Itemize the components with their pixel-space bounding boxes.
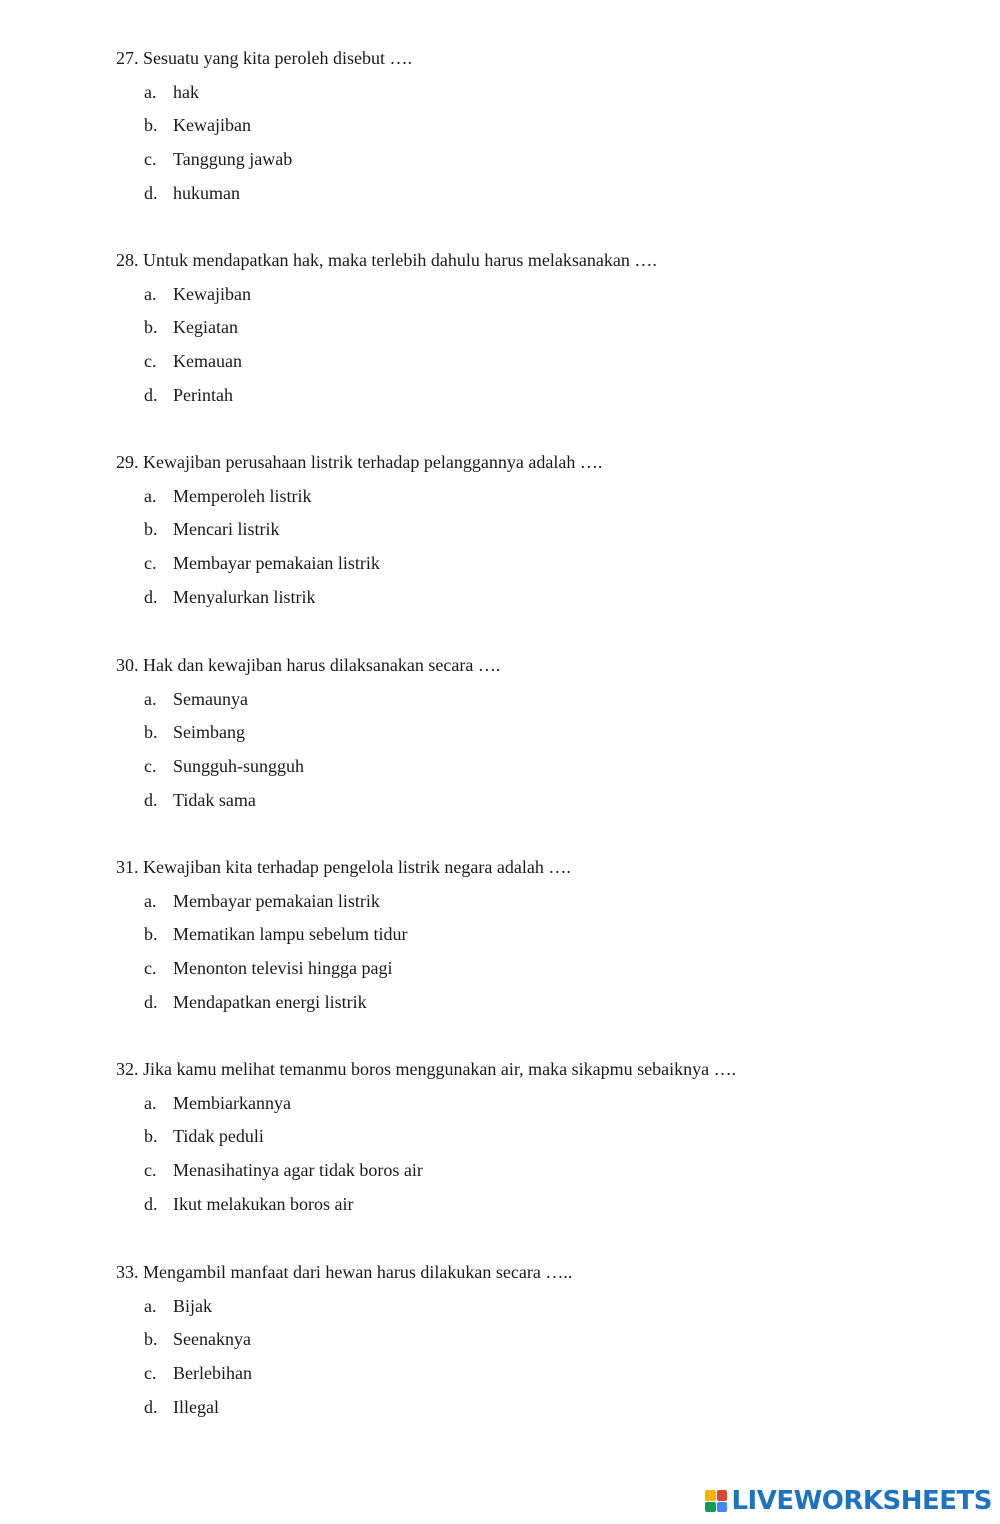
question-33 [116,1261,976,1418]
option-list [116,890,976,1013]
option-b[interactable] [116,1125,976,1147]
option-letter: d. [144,586,158,607]
option-a[interactable] [116,81,976,103]
option-text: Kegiatan [173,317,238,338]
option-letter: c. [144,149,157,170]
question-number: 33. [116,1262,139,1282]
question-prompt: Hak dan kewajiban harus dilaksanakan secara …. [143,655,501,675]
option-letter: c. [144,756,157,777]
option-text: Illegal [173,1396,219,1417]
option-a[interactable] [116,1295,976,1317]
option-text: Mencari listrik [173,519,280,540]
option-letter: a. [144,283,157,304]
question-number: 29. [116,452,139,472]
option-letter: d. [144,1193,158,1214]
question-27 [116,47,976,204]
question-number: 30. [116,655,139,675]
question-prompt: Kewajiban kita terhadap pengelola listrik negara adalah …. [143,857,571,877]
option-letter: c. [144,1363,157,1384]
option-b[interactable] [116,721,976,743]
option-letter: a. [144,688,157,709]
option-text: Tanggung jawab [173,149,293,170]
option-letter: d. [144,384,158,405]
option-a[interactable] [116,1092,976,1114]
question-text [116,1058,976,1080]
question-text [116,856,976,878]
option-d[interactable] [116,182,976,204]
option-c[interactable] [116,755,976,777]
question-number: 32. [116,1059,139,1079]
option-list [116,1295,976,1418]
option-letter: a. [144,1295,157,1316]
option-letter: b. [144,317,158,338]
option-letter: b. [144,1329,158,1350]
option-letter: c. [144,351,157,372]
question-text [116,654,976,676]
question-28 [116,249,976,406]
option-a[interactable] [116,283,976,305]
question-30 [116,654,976,811]
option-letter: c. [144,553,157,574]
option-text: hak [173,81,199,102]
option-list [116,283,976,406]
question-prompt: Mengambil manfaat dari hewan harus dilakukan secara ….. [143,1262,573,1282]
option-text: hukuman [173,182,240,203]
option-letter: a. [144,81,157,102]
option-text: Menonton televisi hingga pagi [173,958,393,979]
option-d[interactable] [116,789,976,811]
option-text: Kewajiban [173,115,251,136]
question-29 [116,451,976,608]
option-letter: a. [144,485,157,506]
option-c[interactable] [116,552,976,574]
option-b[interactable] [116,114,976,136]
option-letter: c. [144,958,157,979]
option-text: Memperoleh listrik [173,485,312,506]
option-d[interactable] [116,991,976,1013]
option-text: Bijak [173,1295,212,1316]
option-c[interactable] [116,957,976,979]
option-c[interactable] [116,1362,976,1384]
option-letter: c. [144,1160,157,1181]
option-letter: b. [144,924,158,945]
question-text [116,1261,976,1283]
question-prompt: Kewajiban perusahaan listrik terhadap pelanggannya adalah …. [143,452,603,472]
option-text: Menasihatinya agar tidak boros air [173,1160,423,1181]
option-list [116,485,976,608]
option-text: Menyalurkan listrik [173,586,316,607]
option-b[interactable] [116,316,976,338]
option-text: Perintah [173,384,233,405]
question-prompt: Sesuatu yang kita peroleh disebut …. [143,48,412,68]
option-b[interactable] [116,923,976,945]
option-letter: d. [144,991,158,1012]
option-c[interactable] [116,148,976,170]
option-a[interactable] [116,688,976,710]
option-list [116,81,976,204]
question-prompt: Jika kamu melihat temanmu boros menggunakan air, maka sikapmu sebaiknya …. [143,1059,737,1079]
option-text: Semaunya [173,688,248,709]
liveworksheets-logo-icon [705,1490,727,1512]
option-text: Membayar pemakaian listrik [173,890,380,911]
question-text [116,249,976,271]
option-letter: b. [144,722,158,743]
liveworksheets-brand [705,1486,992,1516]
option-letter: a. [144,890,157,911]
option-letter: b. [144,519,158,540]
option-c[interactable] [116,350,976,372]
option-text: Tidak sama [173,789,256,810]
option-d[interactable] [116,1193,976,1215]
option-text: Membiarkannya [173,1092,291,1113]
option-letter: b. [144,1126,158,1147]
question-text [116,451,976,473]
option-letter: a. [144,1092,157,1113]
option-b[interactable] [116,518,976,540]
option-b[interactable] [116,1328,976,1350]
option-text: Mematikan lampu sebelum tidur [173,924,408,945]
option-text: Membayar pemakaian listrik [173,553,380,574]
option-text: Kemauan [173,351,242,372]
option-text: Tidak peduli [173,1126,264,1147]
option-text: Mendapatkan energi listrik [173,991,367,1012]
option-text: Berlebihan [173,1363,252,1384]
option-d[interactable] [116,1396,976,1418]
option-letter: d. [144,1396,158,1417]
question-number: 31. [116,857,139,877]
option-text: Seimbang [173,722,245,743]
question-number: 27. [116,48,139,68]
question-prompt: Untuk mendapatkan hak, maka terlebih dahulu harus melaksanakan …. [143,250,657,270]
option-letter: d. [144,789,158,810]
question-32 [116,1058,976,1215]
brand-name: LIVEWORKSHEETS [731,1486,992,1516]
option-letter: b. [144,115,158,136]
question-31 [116,856,976,1013]
option-a[interactable] [116,485,976,507]
question-text [116,47,976,69]
option-list [116,688,976,811]
option-d[interactable] [116,586,976,608]
option-text: Kewajiban [173,283,251,304]
option-text: Sungguh-sungguh [173,756,305,777]
option-text: Ikut melakukan boros air [173,1193,354,1214]
question-number: 28. [116,250,139,270]
option-c[interactable] [116,1159,976,1181]
option-letter: d. [144,182,158,203]
option-list [116,1092,976,1215]
option-a[interactable] [116,890,976,912]
option-text: Seenaknya [173,1329,251,1350]
option-d[interactable] [116,384,976,406]
